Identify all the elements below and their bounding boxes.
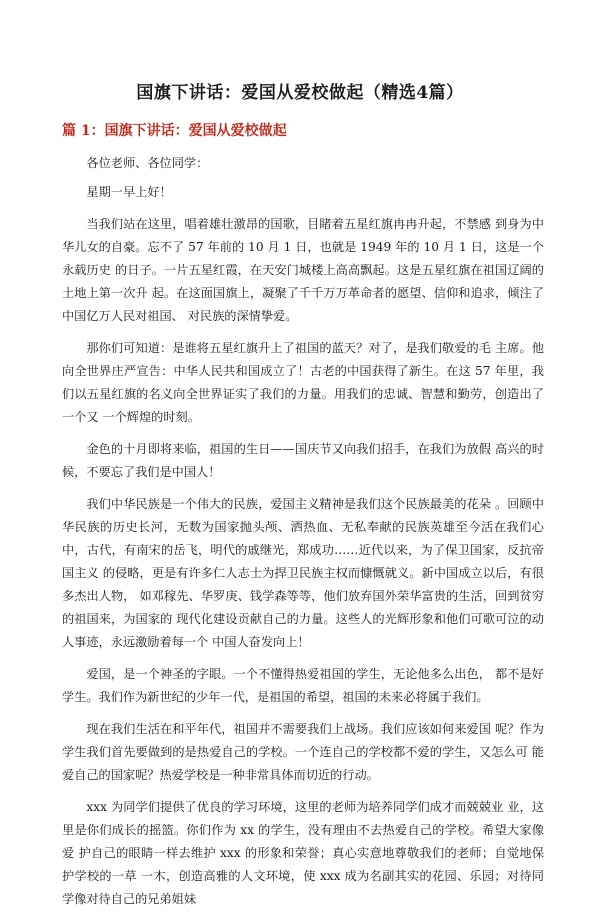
paragraph-salutation: 各位老师、各位同学： xyxy=(86,156,209,170)
paragraph: 金色的十月即将来临，祖国的生日——国庆节又向我们招手，在我们为放假 高兴的时候，不要忘了我们是中国人！ xyxy=(62,442,544,479)
paragraph: 现在我们生活在和平年代，祖国并不需要我们上战场。我们应该如何来爱国 呢？作为学生我们首先要做到的是热爱自己的学校。一个连自己的学校都不爱的学生，又怎么可 能爱自己的国家呢？热爱学校是一种非常具体而切近的行动。 xyxy=(62,722,544,782)
document-title: 国旗下讲话：爱国从爱校做起（精选4篇） xyxy=(136,83,464,103)
section-heading: 篇 1：国旗下讲话：爱国从爱校做起 xyxy=(62,123,287,139)
paragraph: 当我们站在这里，唱着雄壮激昂的国歌，目睹着五星红旗冉冉升起，不禁感 到身为中华儿女的自豪。忘不了 57 年前的 10 月 1 日，也就是 1949 年的 10 月 1 日，这是一个永载历史 的日子。一片五星红霞，在天安门城楼上高高飘起。这是五星红旗在祖国辽阔的土地上第一次升 起。在这面国旗上，凝聚了千千万万革命者的愿望、信仰和追求，倾注了中国亿万人民对祖国、 对民族的深情挚爱。 xyxy=(62,217,544,323)
paragraph: 我们中华民族是一个伟大的民族，爱国主义精神是我们这个民族最美的花朵 。回顾中华民族的历史长河，无数为国家抛头颅、洒热血、无私奉献的民族英雄至今活在我们心 中，古代，有南宋的岳飞，明代的戚继光，郑成功……近代以来，为了保卫国家，反抗帝国主义 的侵略，更是有许多仁人志士为捍卫民族主权而慷慨就义。新中国成立以后，有很多杰出人物， 如邓稼先、华罗庚、钱学森等等，他们放弃国外荣华富贵的生活，回到贫穷的祖国来，为国家的 现代化建设贡献自己的力量。这些人的光辉形象和他们可歌可泣的动人事迹，永远激励着每一个 中国人奋发向上！ xyxy=(62,497,544,649)
paragraph: xxx 为同学们提供了优良的学习环境，这里的老师为培养同学们成才而兢兢业 业，这里是你们成长的摇篮。你们作为 xx 的学生，没有理由不去热爱自己的学校。希望大家像爱 护自己的眼睛一样去维护 xxx 的形象和荣誉；真心实意地尊敬我们的老师；自觉地保护学校的一草 一木，创造高雅的人文环境，使 xxx 成为名副其实的花园、乐园；对待同学像对待自己的兄弟姐妹 xyxy=(62,800,544,906)
document-body xyxy=(62,152,544,920)
paragraph: 爱国，是一个神圣的字眼。一个不懂得热爱祖国的学生，无论他多么出色， 都不是好学生。我们作为新世纪的少年一代，是祖国的希望，祖国的未来必将属于我们。 xyxy=(62,667,544,704)
paragraph: 那你们可知道：是谁将五星红旗升上了祖国的蓝天？对了，是我们敬爱的毛 主席。他向全世界庄严宣告：中华人民共和国成立了！古老的中国获得了新生。在这 57 年里，我 们以五星红旗的名义向全世界证实了我们的力量。用我们的忠诚、智慧和勤劳，创造出了一个又 一个辉煌的时刻。 xyxy=(62,341,544,424)
paragraph-greeting: 星期一早上好！ xyxy=(86,185,172,199)
